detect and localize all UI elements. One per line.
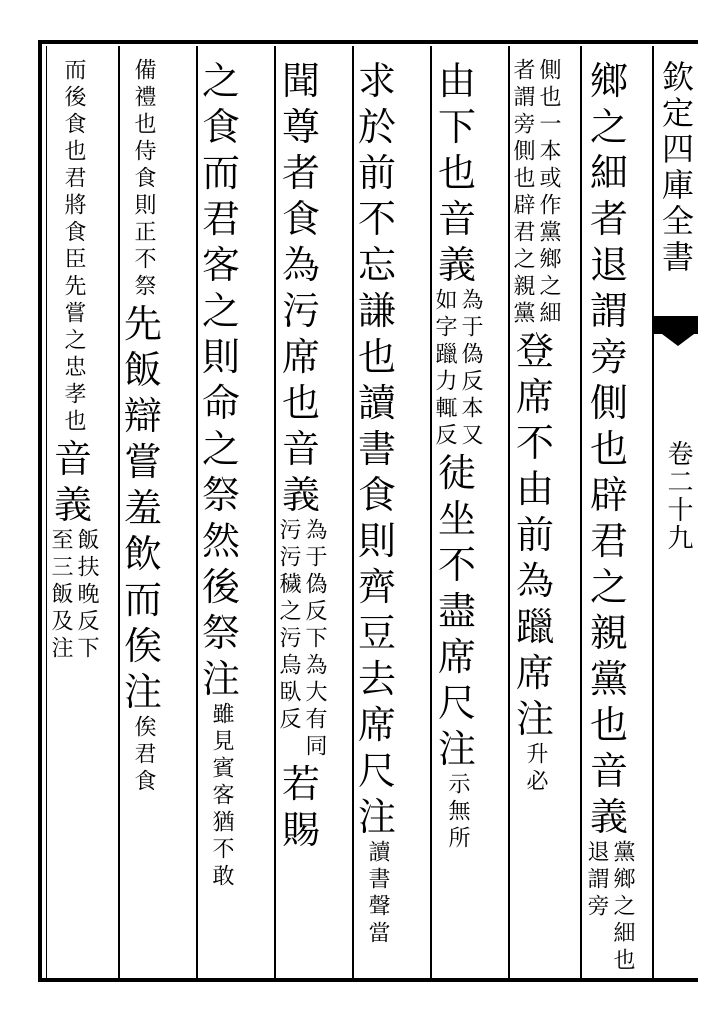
main-text-char: 注 (437, 727, 476, 771)
text-column (510, 58, 560, 796)
main-text-char: 食 (201, 105, 240, 149)
annotation-right-line: 為于偽反下為大有同 (302, 518, 327, 761)
main-text-char: 席 (515, 651, 554, 695)
frame-left-border (38, 40, 42, 982)
annotation-pair (48, 528, 98, 663)
annotation-right-line: 讀書聲當 (365, 840, 390, 948)
main-text-char: 鄉 (589, 59, 628, 103)
main-text-char: 食 (357, 473, 396, 517)
main-text-char: 飲 (123, 532, 162, 576)
main-text-char: 祭 (201, 473, 240, 517)
main-text-char: 求 (357, 59, 396, 103)
main-text-char: 席 (357, 703, 396, 747)
main-text-char: 席 (281, 335, 320, 379)
main-text-char: 祭 (201, 611, 240, 655)
text-column (584, 58, 634, 975)
main-text-char: 義 (437, 243, 476, 287)
main-text-char: 注 (201, 657, 240, 701)
main-text-char: 忘 (357, 243, 396, 287)
main-text-char: 義 (281, 473, 320, 517)
main-text-char: 辟 (589, 473, 628, 517)
main-text-char: 者 (589, 197, 628, 241)
main-text-char: 徒 (437, 451, 476, 495)
main-text-char: 之 (201, 427, 240, 471)
annotation-pair (131, 58, 155, 301)
main-text-char: 君 (589, 519, 628, 563)
main-text-char: 之 (589, 565, 628, 609)
annotation-right-line: 而後食也君將食臣先嘗之忠孝也 (61, 58, 86, 436)
main-text-char: 之 (201, 289, 240, 333)
frame-bottom-border (38, 978, 698, 982)
main-text-char: 下 (437, 105, 476, 149)
main-text-char: 席 (515, 375, 554, 419)
main-text-char: 於 (357, 105, 396, 149)
main-text-char: 音 (53, 437, 92, 481)
annotation-left-line: 至三飯及注 (48, 528, 73, 663)
main-text-char: 音 (589, 749, 628, 793)
fish-tail-ornament (654, 316, 698, 334)
text-column (48, 58, 98, 663)
main-text-char: 若 (281, 762, 320, 806)
margin-rule (652, 46, 654, 978)
main-text-char: 賜 (281, 808, 320, 852)
main-text-char: 齊 (357, 565, 396, 609)
main-text-char: 由 (437, 59, 476, 103)
main-text-char: 先 (123, 302, 162, 346)
annotation-right-line: 側也一本或作黨鄉之細 (536, 58, 561, 328)
main-text-char: 不 (515, 421, 554, 465)
main-text-char: 而 (123, 578, 162, 622)
annotation-right-line: 俟君食 (131, 715, 156, 796)
main-text-char: 為 (515, 559, 554, 603)
main-text-char: 也 (437, 151, 476, 195)
annotation-left-line: 者謂旁側也辟君之親黨 (510, 58, 535, 328)
main-text-char: 尺 (437, 681, 476, 725)
main-text-char: 由 (515, 467, 554, 511)
frame-top-border (38, 40, 698, 44)
annotation-left-line: 如字躐力輒反 (432, 288, 457, 450)
main-text-char: 不 (357, 197, 396, 241)
main-text-char: 音 (437, 197, 476, 241)
main-text-char: 尊 (281, 105, 320, 149)
annotation-left-line: 退謂旁 (584, 840, 609, 921)
main-text-char: 音 (281, 427, 320, 471)
annotation-right-line: 雖見賓客猶不敢 (209, 702, 234, 891)
main-text-char: 君 (201, 197, 240, 241)
main-text-char: 注 (357, 795, 396, 839)
annotation-pair (365, 840, 389, 948)
main-text-char: 席 (437, 635, 476, 679)
annotation-pair (523, 742, 547, 796)
main-text-char: 書 (357, 427, 396, 471)
main-text-char: 羞 (123, 486, 162, 530)
main-text-char: 者 (281, 151, 320, 195)
annotation-pair (131, 715, 155, 796)
main-text-char: 旁 (589, 335, 628, 379)
main-text-char: 則 (201, 335, 240, 379)
main-text-char: 也 (589, 427, 628, 471)
main-text-char: 污 (281, 289, 320, 333)
page-margin (656, 60, 696, 276)
main-text-char: 讀 (357, 381, 396, 425)
main-text-char: 而 (201, 151, 240, 195)
main-text-char: 之 (589, 105, 628, 149)
annotation-pair (432, 288, 482, 450)
main-text-char: 側 (589, 381, 628, 425)
main-text-char: 則 (357, 519, 396, 563)
annotation-left-line: 污污穢之污烏臥反 (276, 518, 301, 734)
annotation-right-line: 升必 (523, 742, 548, 796)
annotation-pair (276, 518, 326, 761)
annotation-pair (445, 772, 469, 853)
main-text-char: 命 (201, 381, 240, 425)
main-text-char: 注 (515, 697, 554, 741)
annotation-pair (61, 58, 85, 436)
main-text-char: 為 (281, 243, 320, 287)
main-text-char: 前 (515, 513, 554, 557)
main-text-char: 坐 (437, 497, 476, 541)
main-text-char: 豆 (357, 611, 396, 655)
text-column (120, 58, 166, 796)
main-text-char: 前 (357, 151, 396, 195)
main-text-char: 義 (589, 795, 628, 839)
main-text-char: 謂 (589, 289, 628, 333)
main-text-char: 注 (123, 670, 162, 714)
main-text-char: 也 (357, 335, 396, 379)
annotation-right-line: 為于偽反本又 (458, 288, 483, 450)
text-column (276, 58, 326, 853)
column-rule (580, 46, 582, 978)
main-text-char: 盡 (437, 589, 476, 633)
main-text-char: 也 (589, 703, 628, 747)
text-column (198, 58, 244, 891)
main-text-char: 辯 (123, 394, 162, 438)
annotation-pair (209, 702, 233, 891)
main-text-char: 義 (53, 483, 92, 527)
annotation-right-line: 飯扶晚反下 (74, 528, 99, 663)
main-text-char: 尺 (357, 749, 396, 793)
main-text-char: 退 (589, 243, 628, 287)
annotation-pair (510, 58, 560, 328)
main-text-char: 俟 (123, 624, 162, 668)
text-column (432, 58, 482, 853)
annotation-right-line: 備禮也侍食則正不祭 (131, 58, 156, 301)
annotation-pair (584, 840, 634, 975)
volume-label: 卷二十九 (663, 440, 693, 552)
main-text-char: 去 (357, 657, 396, 701)
main-text-char: 不 (437, 543, 476, 587)
main-text-char: 然 (201, 519, 240, 563)
main-text-char: 後 (201, 565, 240, 609)
main-text-char: 聞 (281, 59, 320, 103)
main-text-char: 謙 (357, 289, 396, 333)
main-text-char: 飯 (123, 348, 162, 392)
main-text-char: 親 (589, 611, 628, 655)
main-text-char: 躐 (515, 605, 554, 649)
fish-tail-notch (662, 334, 694, 346)
book-title: 欽定四庫全書 (657, 60, 695, 276)
main-text-char: 嘗 (123, 440, 162, 484)
main-text-char: 食 (281, 197, 320, 241)
main-text-char: 登 (515, 329, 554, 373)
annotation-right-line: 示無所 (445, 772, 470, 853)
frame-left-inner-border (46, 46, 47, 978)
main-text-char: 細 (589, 151, 628, 195)
annotation-right-line: 黨鄉之細也 (610, 840, 635, 975)
text-column (354, 58, 400, 948)
main-text-char: 黨 (589, 657, 628, 701)
main-text-char: 也 (281, 381, 320, 425)
main-text-char: 之 (201, 59, 240, 103)
main-text-char: 客 (201, 243, 240, 287)
